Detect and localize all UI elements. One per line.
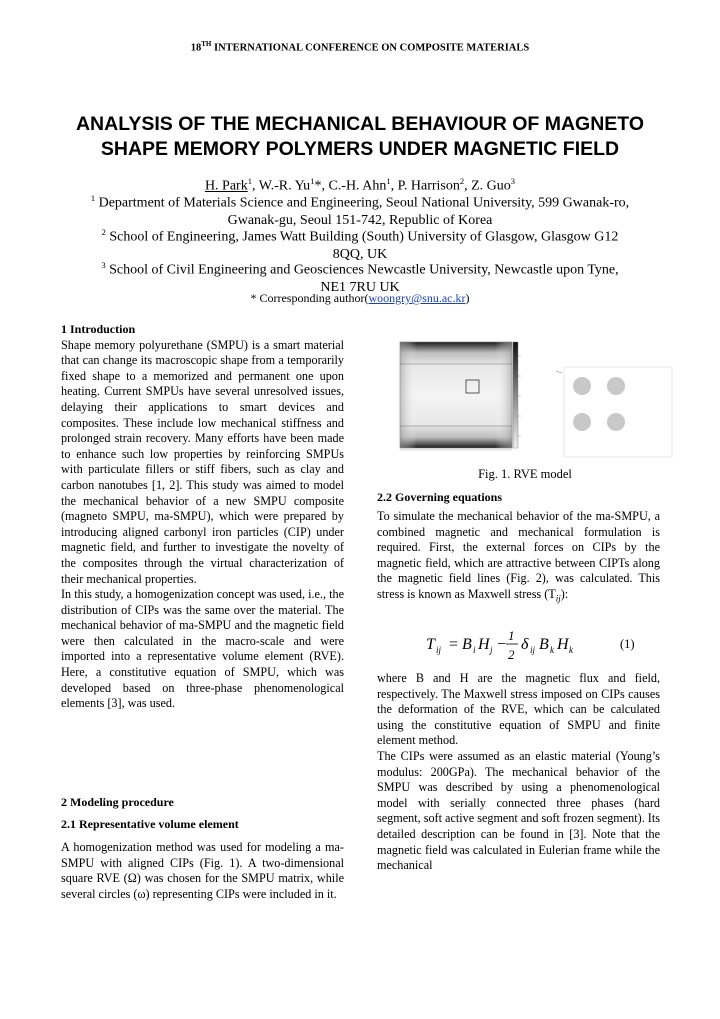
svg-text:ij: ij [530, 645, 536, 655]
rve-paragraph: A homogenization method was used for modeling a ma-SMPU with aligned CIPs (Fig. 1). A two-dimensional square RVE (Ω) was chosen for the SMPU matrix, while several circles (ω) representing CIPs were included in it. [61, 840, 344, 901]
svg-text:i: i [473, 645, 476, 655]
figure-1-rve-inset [556, 365, 676, 461]
title-line-2: SHAPE MEMORY POLYMERS UNDER MAGNETIC FIELD [100, 138, 620, 160]
author-list: H. Park$^1$, W.-R. Yu$^1$*, C.-H. Ahn$^1$, P. Harrison$^2$, Z. Guo$^3$ [204, 176, 516, 194]
author-park: H. Park [204, 178, 248, 194]
svg-text:T: T [426, 636, 435, 653]
svg-text:B: B [539, 636, 549, 653]
corresponding-author: * Corresponding author(woongry@snu.ac.kr) [250, 291, 470, 305]
svg-text:k: k [550, 645, 554, 655]
cip-particle [573, 413, 591, 431]
conference-header: 18TH INTERNATIONAL CONFERENCE ON COMPOSITE MATERIALS [190, 40, 530, 54]
rve-heading: 2.1 Representative volume element [61, 817, 239, 831]
affiliation-1: $^1$ Department of Materials Science and Engineering, Seoul National University, 599 Gwanak-ro, Gwanak-gu, Seoul 151-742, Republic of Korea [90, 193, 630, 228]
affiliation-2: $^2$ School of Engineering, James Watt Building (South) University of Glasgow, Glasgow G12 8QQ, UK [101, 227, 619, 262]
governing-paragraph-2: where B and H are the magnetic flux and field, respectively. The Maxwell stress imposed on CIPs causes the deformation of the RVE, which can be calculated using the constitutive equation of SMPU and finite element method. [377, 671, 660, 748]
svg-text:ij: ij [436, 645, 442, 655]
cip-particle [607, 413, 625, 431]
email-link[interactable]: woongry@snu.ac.kr [368, 291, 466, 305]
figure-1-caption: Fig. 1. RVE model [478, 467, 572, 481]
svg-text:j: j [490, 645, 493, 655]
svg-text:H: H [478, 636, 490, 653]
svg-text:δ: δ [521, 636, 529, 653]
svg-text:2: 2 [508, 647, 515, 662]
svg-text:=: = [448, 636, 459, 653]
governing-paragraph-3: The CIPs were assumed as an elastic material (Young’s modulus: 200GPa). The mechanical behavior of the SMPU was described by using a phenomenological model with serially connected three phases (hard segment, soft active segment and soft frozen segment). Its detailed description can be found in [3]. Note that the magnetic field was calculated in Eulerian frame while the mechanical [377, 749, 660, 873]
intro-paragraph-2: In this study, a homogenization concept was used, i.e., the distribution of CIPs was the same over the material. The mechanical behavior of ma-SMPU and the magnetic field were then calculated in the macro-scale and were imported into a representative volume element (RVE). Here, a constitutive equation of SMPU, which was developed based on three-phase phenomenological elements [3], was used. [61, 587, 344, 711]
modeling-heading: 2 Modeling procedure [61, 795, 174, 809]
intro-heading: 1 Introduction [61, 322, 136, 336]
figure-1-field-plot [398, 336, 558, 458]
maxwell-stress-equation [426, 626, 606, 671]
governing-paragraph-1: To simulate the mechanical behavior of the ma-SMPU, a combined magnetic and mechanical formulation is required. First, the external forces on CIPs by the magnetic field, which are attractive between CIPTs along the magnetic field lines (Fig. 2), was calculated. This stress is known as Maxwell stress $(T_{ij})$: [377, 509, 660, 604]
cip-particle [607, 377, 625, 395]
svg-text:−: − [496, 636, 507, 653]
svg-text:k: k [569, 645, 573, 655]
paper-title [60, 112, 660, 162]
cip-particle [573, 377, 591, 395]
affiliation-3: $^3$ School of Civil Engineering and Geosciences Newcastle University, Newcastle upon Tyne, NE1 7RU UK [101, 260, 619, 295]
svg-text:H: H [557, 636, 569, 653]
svg-text:B: B [462, 636, 472, 653]
left-column [61, 322, 344, 712]
equation-number: (1) [620, 637, 635, 651]
intro-paragraph-1: Shape memory polyurethane (SMPU) is a smart material that can change its macroscopic shape from a temporarily fixed shape to a memorized and permanent one upon heating. Current SMPUs have several unresolved issues, delaying their applications to smart devices and composites. These include low mechanical stiffness and prolonged strain recovery. Many efforts have been made to enhance such low properties by reinforcing SMPUs with particulate fillers or stiff fibers, such as clay and carbon nanotubes [1, 2]. This study was aimed to model the mechanical behavior of a new SMPU composite (magneto SMPU, ma-SMPU), which were prepared by introducing aligned carbonyl iron particles (CIP) under magnetic field, and further to investigate the novelty of the composites through the virtual characterization of their mechanical properties. [61, 337, 344, 586]
governing-equations-heading: 2.2 Governing equations [377, 490, 503, 504]
title-line-1: ANALYSIS OF THE MECHANICAL BEHAVIOUR OF MAGNETO [75, 113, 645, 135]
svg-text:1: 1 [508, 628, 515, 643]
